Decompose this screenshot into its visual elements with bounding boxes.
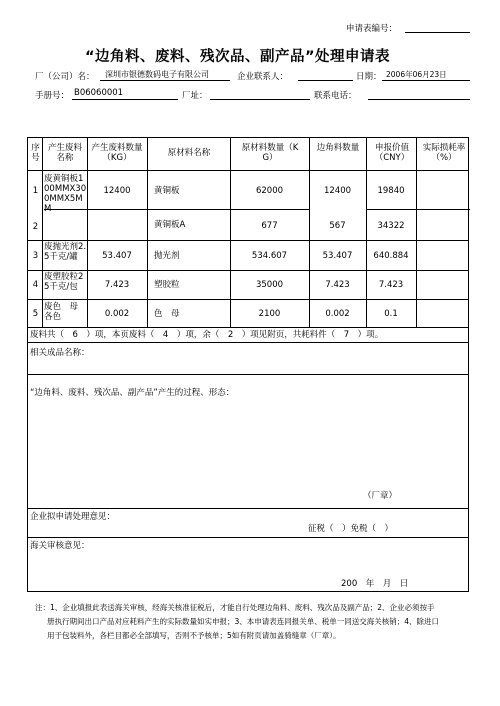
- row5-material-name[interactable]: 色 母: [154, 309, 180, 319]
- col-line-5: [309, 138, 310, 327]
- manual-number[interactable]: B06060001: [74, 88, 124, 98]
- row4-value[interactable]: 7.423: [378, 280, 404, 290]
- row4-line: [28, 299, 468, 300]
- row3-scrap-name[interactable]: 废抛光剂2.5千克/罐: [44, 242, 87, 262]
- row2-material-qty[interactable]: 677: [261, 221, 278, 231]
- row3-seq: 3: [32, 251, 39, 261]
- products-line: [28, 374, 468, 375]
- application-form: [27, 137, 469, 592]
- col-line-6: [366, 138, 367, 327]
- phone-label: 联系电话：: [314, 91, 357, 101]
- row3-leftover-qty[interactable]: 53.407: [322, 251, 353, 261]
- manual-underline: [72, 99, 178, 100]
- row1-value[interactable]: 19840: [377, 186, 405, 196]
- header-row-line: [28, 170, 468, 171]
- header-material-name: 原材料名称: [167, 148, 211, 158]
- header-seq: 序号: [31, 143, 40, 163]
- address-label: 厂址：: [182, 91, 208, 101]
- note-line-3: 用于包装料外，各栏目都必全部填写，否则不予核单；5如有附页请加盖骑缝章（厂章）。: [47, 631, 341, 640]
- row5-seq: 5: [32, 309, 39, 319]
- process-label: “边角料、废料、残次品、副产品”产生的过程、形态：: [30, 388, 235, 398]
- row2-value[interactable]: 34322: [377, 221, 405, 231]
- proposal-label: 企业拟申请处理意见：: [30, 512, 116, 522]
- date-value[interactable]: 2006年06月23日: [386, 70, 447, 79]
- row1-material-qty[interactable]: 62000: [255, 186, 284, 196]
- row4-scrap-qty[interactable]: 7.423: [104, 280, 130, 290]
- contact-field[interactable]: [298, 80, 353, 81]
- row5-line: [28, 327, 468, 328]
- related-products-label: 相关成品名称：: [30, 348, 90, 358]
- row2-line: [28, 240, 468, 241]
- row3-material-name[interactable]: 抛光剂: [154, 251, 180, 261]
- header-leftover-qty: 边角料数量: [316, 143, 360, 153]
- row5-leftover-qty[interactable]: 0.002: [325, 309, 350, 319]
- address-field[interactable]: [210, 99, 310, 100]
- row3-material-qty[interactable]: 534.607: [251, 251, 288, 261]
- row3-value[interactable]: 640.884: [373, 251, 409, 261]
- row2-material-name[interactable]: 黄铜板A: [154, 220, 186, 230]
- scrap-summary: 废料共（ 6 ）项，本页废料（ 4 ）项，余（ 2 ）项见附页，共耗料件（ 7 ）项。: [30, 330, 384, 340]
- form-number-field[interactable]: [405, 32, 470, 33]
- header-material-qty: 原材料数量（KG）: [241, 143, 299, 163]
- row3-line: [28, 270, 468, 271]
- row1-seq: 1: [32, 186, 39, 196]
- customs-label: 海关审核意见：: [30, 541, 90, 551]
- row1-line-right: [366, 209, 470, 210]
- row2-leftover-qty[interactable]: 567: [329, 221, 346, 231]
- summary-line: [28, 342, 468, 343]
- row1-material-name[interactable]: 黄铜板: [154, 186, 180, 196]
- row5-scrap-qty[interactable]: 0.002: [104, 309, 130, 319]
- row4-seq: 4: [32, 280, 39, 290]
- customs-date[interactable]: 200 年 月 日: [341, 579, 409, 589]
- manual-label: 手册号：: [35, 91, 70, 101]
- header-value: 申报价值（CNY）: [374, 143, 410, 163]
- header-scrap-qty: 产生废料数量（KG）: [91, 143, 143, 163]
- row4-scrap-name[interactable]: 废塑胶粒25千克/包: [44, 272, 84, 292]
- form-number-label: 申请表编号：: [346, 24, 398, 34]
- row1-scrap-name[interactable]: 废黄铜板100MMX300MMX5MM: [44, 174, 87, 214]
- row1-leftover-qty[interactable]: 12400: [323, 186, 352, 196]
- factory-name[interactable]: 深圳市银德数码电子有限公司: [105, 70, 209, 79]
- row4-material-qty[interactable]: 35000: [255, 280, 284, 290]
- col-line-3: [147, 138, 148, 327]
- col-line-1: [42, 138, 43, 327]
- row3-scrap-qty[interactable]: 53.407: [102, 251, 132, 261]
- date-label: 日期：: [356, 72, 382, 82]
- row4-material-name[interactable]: 塑胶粒: [154, 280, 180, 290]
- row1-scrap-qty[interactable]: 12400: [103, 186, 131, 196]
- row4-leftover-qty[interactable]: 7.423: [325, 280, 350, 290]
- row2-seq: 2: [32, 222, 39, 232]
- header-actual-loss: 实际损耗率（%）: [422, 143, 466, 163]
- row5-scrap-name[interactable]: 废色 母各色: [44, 302, 79, 322]
- note-line-1: 注：1、企业填报此表送海关审核，经海关核准征税后，才能自行处理边角料、废料、残次品及副产品；2、企业必须按手: [35, 603, 435, 612]
- date-underline: [382, 80, 470, 81]
- col-line-7: [416, 138, 417, 327]
- tax-options[interactable]: 征税（ ）免税（ ）: [308, 524, 394, 534]
- stamp-label: （厂章）: [363, 491, 398, 501]
- row5-material-qty[interactable]: 2100: [258, 309, 281, 319]
- col-line-4: [230, 138, 231, 327]
- header-scrap-name: 产生废料名称: [47, 143, 82, 163]
- phone-field[interactable]: [368, 99, 470, 100]
- col-line-2: [87, 138, 88, 327]
- process-line: [28, 508, 468, 509]
- note-line-2: 册执行期间出口产品对应耗料产生的实际数量如实申报；3、本申请表连同报关单、税单一同送交海关核销；4、除进口: [47, 617, 440, 626]
- factory-label: 厂（公司）名：: [35, 72, 95, 82]
- contact-label: 企业联系人：: [237, 72, 289, 82]
- factory-name-underline: [100, 80, 230, 81]
- row5-value[interactable]: 0.1: [384, 309, 398, 319]
- proposal-line: [28, 537, 468, 538]
- page-title: “边角料、废料、残次品、副产品”处理申请表: [85, 49, 391, 65]
